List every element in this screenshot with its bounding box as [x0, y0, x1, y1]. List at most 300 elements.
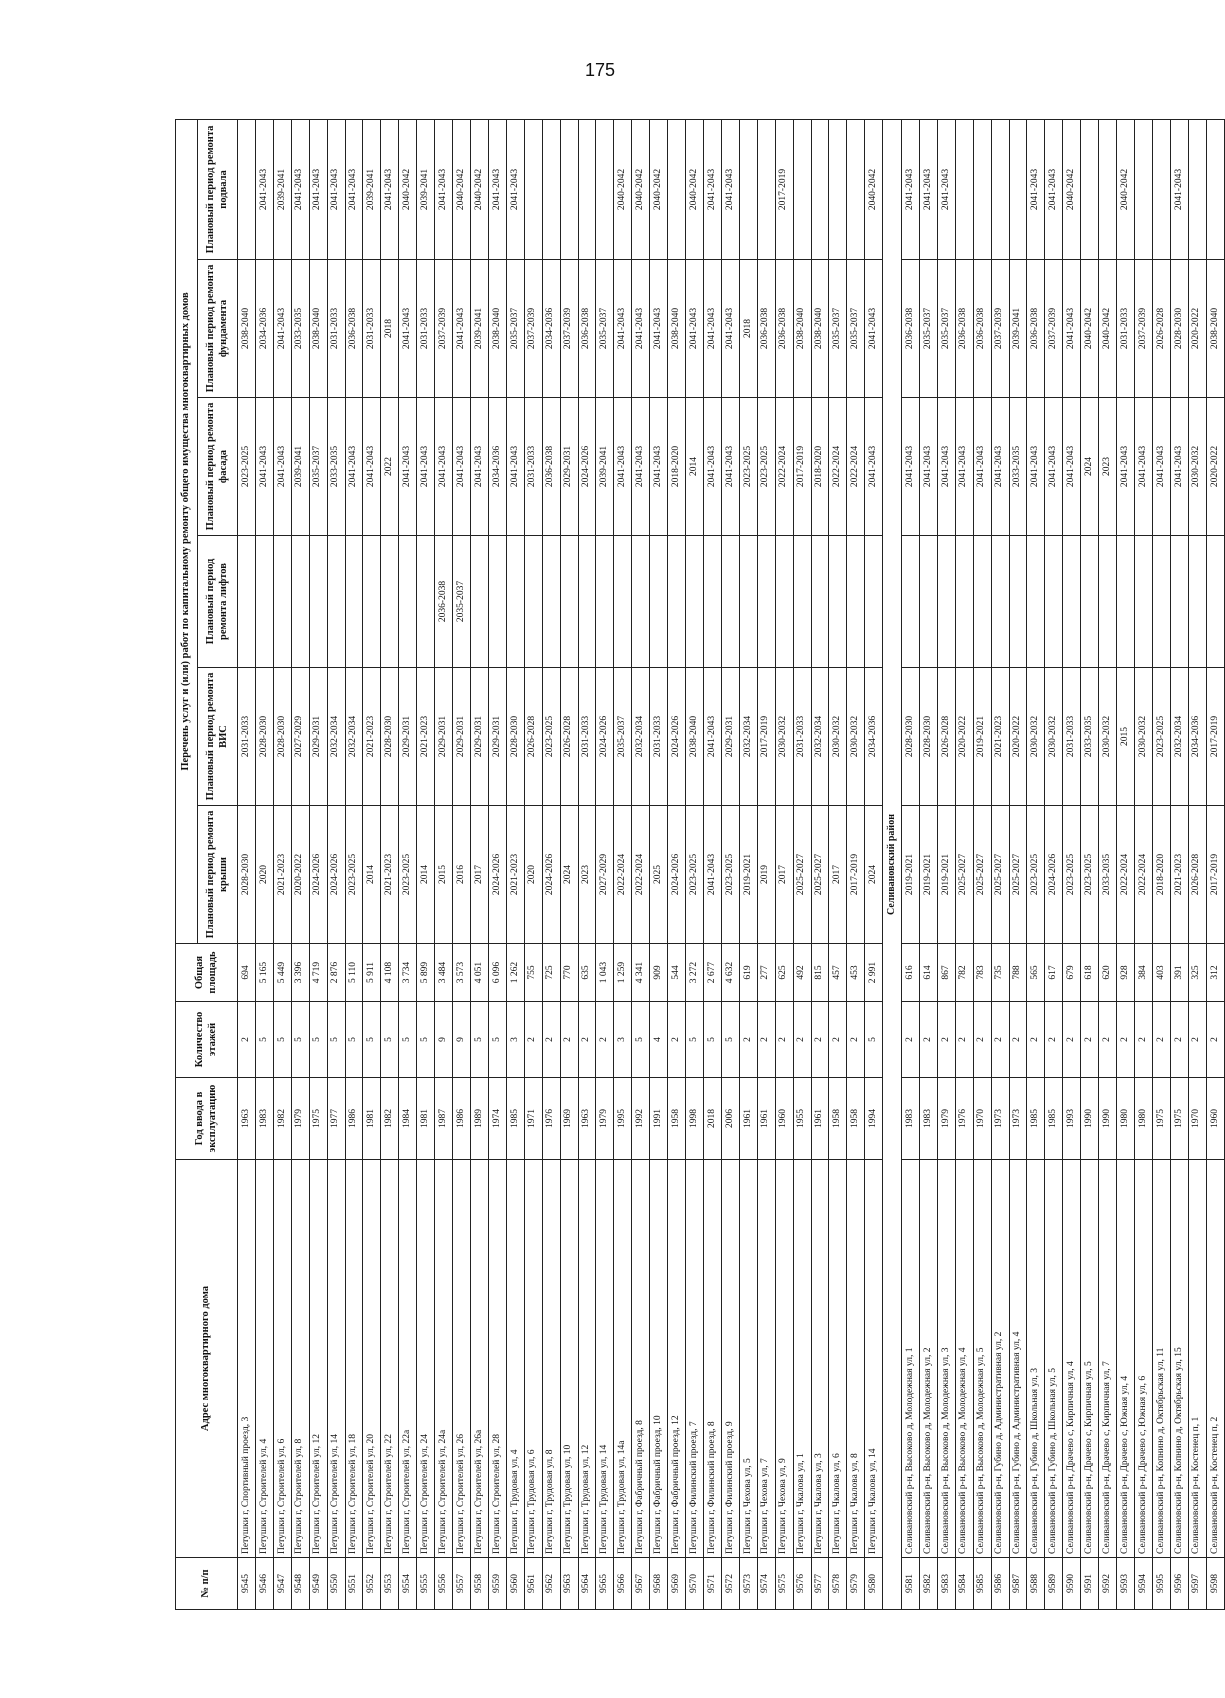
cell-address: Селивановский р-н, Высоково д, Молодежная ул, 2 — [919, 1160, 937, 1558]
cell-foundation-period: 2041-2043 — [721, 260, 739, 398]
cell-vis-period: 2034-2036 — [865, 668, 883, 806]
cell-facade-period: 2041-2043 — [255, 398, 273, 536]
cell-roof-period: 2019-2021 — [937, 806, 955, 944]
cell-facade-period: 2041-2043 — [955, 398, 973, 536]
cell-lift-period — [865, 536, 883, 668]
table-row — [560, 119, 578, 1609]
cell-foundation-period: 2035-2037 — [919, 260, 937, 398]
cell-address: Селивановский р-н, Драчево с, Кирпичная ул, 4 — [1063, 1160, 1081, 1558]
cell-foundation-period: 2041-2043 — [1063, 260, 1081, 398]
table-row — [632, 119, 650, 1609]
cell-floors: 5 — [488, 1002, 506, 1078]
cell-number: 9579 — [847, 1558, 865, 1610]
cell-vis-period: 2031-2033 — [1063, 668, 1081, 806]
cell-address: Селивановский р-н, Губино д, Школьная ул, 3 — [1027, 1160, 1045, 1558]
cell-floors: 3 — [506, 1002, 524, 1078]
cell-vis-period: 2030-2032 — [775, 668, 793, 806]
cell-year: 1969 — [560, 1078, 578, 1160]
cell-vis-period: 2017-2019 — [757, 668, 775, 806]
cell-area: 928 — [1117, 944, 1135, 1002]
cell-number: 9578 — [829, 1558, 847, 1610]
table-row — [919, 119, 937, 1609]
cell-basement-period: 2041-2043 — [703, 119, 721, 259]
cell-basement-period — [757, 119, 775, 259]
cell-facade-period: 2031-2033 — [524, 398, 542, 536]
cell-address: Петушки г, Строителей ул, 26а — [470, 1160, 488, 1558]
cell-vis-period: 2020-2022 — [1009, 668, 1027, 806]
cell-foundation-period: 2041-2043 — [614, 260, 632, 398]
cell-basement-period: 2041-2043 — [901, 119, 919, 259]
cell-roof-period: 2019 — [757, 806, 775, 944]
cell-vis-period: 2030-2032 — [1099, 668, 1117, 806]
cell-vis-period: 2032-2034 — [345, 668, 363, 806]
cell-area: 625 — [775, 944, 793, 1002]
cell-basement-period — [1009, 119, 1027, 259]
cell-basement-period: 2040-2042 — [470, 119, 488, 259]
cell-basement-period — [238, 119, 256, 259]
cell-foundation-period: 2037-2039 — [435, 260, 453, 398]
cell-vis-period: 2028-2030 — [919, 668, 937, 806]
cell-floors: 2 — [811, 1002, 829, 1078]
cell-area: 325 — [1188, 944, 1206, 1002]
section-row — [883, 119, 902, 1609]
cell-roof-period: 2021-2023 — [1170, 806, 1188, 944]
cell-year: 1963 — [238, 1078, 256, 1160]
cell-basement-period: 2041-2043 — [1045, 119, 1063, 259]
cell-roof-period: 2025-2027 — [973, 806, 991, 944]
cell-address: Петушки г, Строителей ул, 6 — [273, 1160, 291, 1558]
cell-facade-period: 2041-2043 — [1117, 398, 1135, 536]
cell-facade-period: 2041-2043 — [865, 398, 883, 536]
cell-year: 1960 — [775, 1078, 793, 1160]
cell-number: 9583 — [937, 1558, 955, 1610]
cell-area: 815 — [811, 944, 829, 1002]
table-row — [345, 119, 363, 1609]
section-title: Селивановский район — [883, 119, 902, 1609]
cell-foundation-period: 2041-2043 — [453, 260, 471, 398]
table-row — [238, 119, 256, 1609]
cell-year: 1973 — [991, 1078, 1009, 1160]
cell-facade-period: 2035-2037 — [309, 398, 327, 536]
cell-year: 1983 — [901, 1078, 919, 1160]
col-header-vis: Плановый период ремонта ВИС — [198, 668, 238, 806]
cell-basement-period — [1206, 119, 1224, 259]
cell-number: 9559 — [488, 1558, 506, 1610]
cell-address: Селивановский р-н, Костенец п, 2 — [1206, 1160, 1224, 1558]
cell-year: 1961 — [739, 1078, 757, 1160]
cell-lift-period — [327, 536, 345, 668]
cell-basement-period — [596, 119, 614, 259]
cell-area: 3 396 — [291, 944, 309, 1002]
cell-basement-period: 2039-2041 — [363, 119, 381, 259]
table-row — [1081, 119, 1099, 1609]
table-row — [363, 119, 381, 1609]
cell-foundation-period: 2037-2039 — [991, 260, 1009, 398]
rotated-table-container — [175, 120, 1225, 1610]
cell-lift-period — [686, 536, 704, 668]
cell-year: 1985 — [506, 1078, 524, 1160]
cell-facade-period: 2041-2043 — [1045, 398, 1063, 536]
cell-foundation-period: 2026-2028 — [1152, 260, 1170, 398]
cell-floors: 2 — [739, 1002, 757, 1078]
cell-number: 9567 — [632, 1558, 650, 1610]
cell-foundation-period: 2031-2033 — [417, 260, 435, 398]
cell-vis-period: 2032-2034 — [739, 668, 757, 806]
cell-number: 9596 — [1170, 1558, 1188, 1610]
cell-area: 403 — [1152, 944, 1170, 1002]
cell-facade-period: 2041-2043 — [991, 398, 1009, 536]
cell-year: 1982 — [273, 1078, 291, 1160]
cell-roof-period: 2025-2027 — [811, 806, 829, 944]
cell-facade-period: 2023-2025 — [739, 398, 757, 536]
cell-year: 1998 — [686, 1078, 704, 1160]
cell-year: 1987 — [435, 1078, 453, 1160]
cell-area: 5 165 — [255, 944, 273, 1002]
cell-foundation-period: 2031-2033 — [327, 260, 345, 398]
cell-floors: 4 — [650, 1002, 668, 1078]
table-row — [1117, 119, 1135, 1609]
cell-basement-period — [991, 119, 1009, 259]
cell-number: 9565 — [596, 1558, 614, 1610]
cell-floors: 3 — [614, 1002, 632, 1078]
cell-foundation-period: 2038-2040 — [793, 260, 811, 398]
cell-facade-period: 2041-2043 — [1170, 398, 1188, 536]
cell-roof-period: 2028-2030 — [238, 806, 256, 944]
cell-floors: 9 — [435, 1002, 453, 1078]
cell-facade-period: 2041-2043 — [435, 398, 453, 536]
cell-area: 6 096 — [488, 944, 506, 1002]
cell-address: Селивановский р-н, Высоково д, Молодежная ул, 5 — [973, 1160, 991, 1558]
cell-address: Петушки г, Трудовая ул, 4 — [506, 1160, 524, 1558]
cell-basement-period: 2041-2043 — [309, 119, 327, 259]
cell-roof-period: 2022-2024 — [1117, 806, 1135, 944]
cell-address: Селивановский р-н, Губино д, Административная ул, 2 — [991, 1160, 1009, 1558]
cell-number: 9589 — [1045, 1558, 1063, 1610]
cell-foundation-period: 2036-2038 — [955, 260, 973, 398]
cell-roof-period: 2014 — [363, 806, 381, 944]
cell-facade-period: 2033-2035 — [327, 398, 345, 536]
cell-floors: 2 — [668, 1002, 686, 1078]
cell-foundation-period: 2036-2038 — [757, 260, 775, 398]
cell-area: 492 — [793, 944, 811, 1002]
cell-lift-period — [721, 536, 739, 668]
cell-number: 9557 — [453, 1558, 471, 1610]
cell-floors: 2 — [542, 1002, 560, 1078]
cell-year: 1991 — [650, 1078, 668, 1160]
cell-area: 4 719 — [309, 944, 327, 1002]
cell-area: 453 — [847, 944, 865, 1002]
cell-number: 9563 — [560, 1558, 578, 1610]
table-row — [327, 119, 345, 1609]
cell-foundation-period: 2038-2040 — [811, 260, 829, 398]
cell-roof-period: 2025 — [650, 806, 668, 944]
cell-lift-period — [793, 536, 811, 668]
cell-roof-period: 2025-2027 — [1009, 806, 1027, 944]
cell-lift-period — [739, 536, 757, 668]
cell-roof-period: 2024-2026 — [309, 806, 327, 944]
cell-floors: 5 — [363, 1002, 381, 1078]
cell-foundation-period: 2037-2039 — [1134, 260, 1152, 398]
cell-roof-period: 2018-2020 — [1152, 806, 1170, 944]
cell-lift-period — [524, 536, 542, 668]
cell-year: 1981 — [363, 1078, 381, 1160]
cell-number: 9585 — [973, 1558, 991, 1610]
cell-address: Селивановский р-н, Драчево с, Кирпичная ул, 5 — [1081, 1160, 1099, 1558]
cell-basement-period — [847, 119, 865, 259]
cell-lift-period — [1009, 536, 1027, 668]
cell-foundation-period: 2028-2030 — [1170, 260, 1188, 398]
table-row — [686, 119, 704, 1609]
cell-foundation-period: 2038-2040 — [668, 260, 686, 398]
cell-area: 635 — [578, 944, 596, 1002]
cell-year: 1990 — [1081, 1078, 1099, 1160]
cell-lift-period — [381, 536, 399, 668]
cell-year: 2018 — [703, 1078, 721, 1160]
cell-address: Петушки г, Фабричный проезд, 12 — [668, 1160, 686, 1558]
cell-lift-period — [238, 536, 256, 668]
cell-lift-period: 2036-2038 — [435, 536, 453, 668]
cell-year: 1958 — [668, 1078, 686, 1160]
cell-area: 694 — [238, 944, 256, 1002]
cell-lift-period — [488, 536, 506, 668]
cell-floors: 2 — [560, 1002, 578, 1078]
cell-lift-period — [542, 536, 560, 668]
cell-number: 9561 — [524, 1558, 542, 1610]
table-row — [847, 119, 865, 1609]
cell-basement-period: 2040-2042 — [453, 119, 471, 259]
cell-year: 1982 — [381, 1078, 399, 1160]
cell-facade-period: 2039-2041 — [291, 398, 309, 536]
cell-number: 9568 — [650, 1558, 668, 1610]
cell-area: 619 — [739, 944, 757, 1002]
cell-facade-period: 2041-2043 — [973, 398, 991, 536]
cell-number: 9545 — [238, 1558, 256, 1610]
cell-address: Петушки г, Трудовая ул, 14 — [596, 1160, 614, 1558]
cell-vis-period: 2029-2031 — [309, 668, 327, 806]
cell-area: 391 — [1170, 944, 1188, 1002]
cell-lift-period — [560, 536, 578, 668]
cell-facade-period: 2030-2032 — [1188, 398, 1206, 536]
cell-floors: 2 — [775, 1002, 793, 1078]
cell-area: 618 — [1081, 944, 1099, 1002]
table-row — [542, 119, 560, 1609]
cell-lift-period — [632, 536, 650, 668]
cell-foundation-period: 2039-2041 — [470, 260, 488, 398]
cell-number: 9597 — [1188, 1558, 1206, 1610]
cell-roof-period: 2024-2026 — [488, 806, 506, 944]
cell-address: Селивановский р-н, Высоково д, Молодежная ул, 4 — [955, 1160, 973, 1558]
cell-basement-period: 2017-2019 — [775, 119, 793, 259]
cell-address: Петушки г, Чкалова ул, 14 — [865, 1160, 883, 1558]
cell-vis-period: 2029-2031 — [453, 668, 471, 806]
cell-year: 1989 — [470, 1078, 488, 1160]
cell-address: Петушки г, Трудовая ул, 14а — [614, 1160, 632, 1558]
cell-basement-period: 2039-2041 — [273, 119, 291, 259]
cell-area: 384 — [1134, 944, 1152, 1002]
cell-basement-period: 2041-2043 — [506, 119, 524, 259]
cell-lift-period — [614, 536, 632, 668]
cell-year: 1979 — [937, 1078, 955, 1160]
cell-facade-period: 2041-2043 — [721, 398, 739, 536]
cell-vis-period: 2028-2030 — [273, 668, 291, 806]
cell-facade-period: 2024-2026 — [578, 398, 596, 536]
cell-vis-period: 2031-2033 — [793, 668, 811, 806]
page-number: 175 — [584, 60, 616, 80]
cell-vis-period: 2029-2031 — [721, 668, 739, 806]
cell-year: 1980 — [1117, 1078, 1135, 1160]
cell-floors: 9 — [453, 1002, 471, 1078]
cell-vis-period: 2021-2023 — [417, 668, 435, 806]
cell-area: 277 — [757, 944, 775, 1002]
cell-lift-period — [273, 536, 291, 668]
cell-foundation-period: 2031-2033 — [1117, 260, 1135, 398]
cell-facade-period: 2041-2043 — [453, 398, 471, 536]
cell-floors: 5 — [470, 1002, 488, 1078]
cell-area: 755 — [524, 944, 542, 1002]
col-header-foundation: Плановый период ремонта фундамента — [198, 260, 238, 398]
cell-number: 9569 — [668, 1558, 686, 1610]
cell-area: 867 — [937, 944, 955, 1002]
cell-facade-period: 2041-2043 — [1134, 398, 1152, 536]
cell-basement-period: 2041-2043 — [435, 119, 453, 259]
cell-roof-period: 2020-2022 — [291, 806, 309, 944]
cell-number: 9552 — [363, 1558, 381, 1610]
cell-address: Петушки г, Чкалова ул, 6 — [829, 1160, 847, 1558]
cell-roof-period: 2019-2021 — [901, 806, 919, 944]
cell-vis-period: 2032-2034 — [632, 668, 650, 806]
cell-facade-period: 2041-2043 — [919, 398, 937, 536]
cell-address: Петушки г, Строителей ул, 28 — [488, 1160, 506, 1558]
cell-area: 5 110 — [345, 944, 363, 1002]
table-row — [453, 119, 471, 1609]
cell-number: 9553 — [381, 1558, 399, 1610]
cell-floors: 5 — [273, 1002, 291, 1078]
cell-facade-period: 2022-2024 — [829, 398, 847, 536]
cell-year: 1970 — [1188, 1078, 1206, 1160]
cell-address: Петушки г, Фабричный проезд, 8 — [632, 1160, 650, 1558]
cell-year: 1985 — [1027, 1078, 1045, 1160]
cell-roof-period: 2020 — [524, 806, 542, 944]
table-row — [488, 119, 506, 1609]
cell-area: 312 — [1206, 944, 1224, 1002]
cell-roof-period: 2025-2027 — [955, 806, 973, 944]
cell-basement-period: 2041-2043 — [919, 119, 937, 259]
cell-vis-period: 2021-2023 — [991, 668, 1009, 806]
cell-facade-period: 2041-2043 — [506, 398, 524, 536]
cell-facade-period: 2041-2043 — [632, 398, 650, 536]
cell-roof-period: 2017-2019 — [1206, 806, 1224, 944]
cell-address: Петушки г, Чкалова ул, 8 — [847, 1160, 865, 1558]
cell-floors: 5 — [399, 1002, 417, 1078]
cell-year: 1975 — [1152, 1078, 1170, 1160]
cell-area: 617 — [1045, 944, 1063, 1002]
table-row — [614, 119, 632, 1609]
cell-number: 9575 — [775, 1558, 793, 1610]
cell-address: Селивановский р-н, Копнино д, Октябрьская ул, 11 — [1152, 1160, 1170, 1558]
cell-facade-period: 2036-2038 — [542, 398, 560, 536]
table-row — [524, 119, 542, 1609]
table-row — [1170, 119, 1188, 1609]
cell-facade-period: 2041-2043 — [614, 398, 632, 536]
cell-roof-period: 2023-2025 — [399, 806, 417, 944]
cell-floors: 2 — [1009, 1002, 1027, 1078]
cell-foundation-period: 2041-2043 — [703, 260, 721, 398]
cell-roof-period: 2023-2025 — [721, 806, 739, 944]
cell-basement-period: 2041-2043 — [381, 119, 399, 259]
cell-number: 9588 — [1027, 1558, 1045, 1610]
cell-vis-period: 2028-2030 — [381, 668, 399, 806]
cell-year: 1973 — [1009, 1078, 1027, 1160]
cell-roof-period: 2025-2027 — [793, 806, 811, 944]
cell-lift-period — [668, 536, 686, 668]
cell-area: 1 043 — [596, 944, 614, 1002]
cell-year: 1974 — [488, 1078, 506, 1160]
cell-floors: 5 — [255, 1002, 273, 1078]
cell-year: 1961 — [811, 1078, 829, 1160]
cell-lift-period — [757, 536, 775, 668]
cell-foundation-period: 2040-2042 — [1099, 260, 1117, 398]
cell-floors: 2 — [991, 1002, 1009, 1078]
cell-area: 3 272 — [686, 944, 704, 1002]
table-row — [865, 119, 883, 1609]
cell-basement-period: 2040-2042 — [614, 119, 632, 259]
cell-lift-period — [973, 536, 991, 668]
cell-address: Селивановский р-н, Костенец п, 1 — [1188, 1160, 1206, 1558]
cell-foundation-period: 2040-2042 — [1081, 260, 1099, 398]
cell-roof-period: 2023-2025 — [686, 806, 704, 944]
cell-year: 1977 — [327, 1078, 345, 1160]
table-row — [901, 119, 919, 1609]
cell-area: 2 876 — [327, 944, 345, 1002]
cell-roof-period: 2016 — [453, 806, 471, 944]
cell-basement-period — [1081, 119, 1099, 259]
col-header-area: Общая площадь — [176, 944, 238, 1002]
cell-number: 9576 — [793, 1558, 811, 1610]
cell-vis-period: 2031-2033 — [578, 668, 596, 806]
table-row — [775, 119, 793, 1609]
cell-lift-period — [811, 536, 829, 668]
cell-year: 2006 — [721, 1078, 739, 1160]
cell-roof-period: 2017 — [775, 806, 793, 944]
cell-lift-period — [829, 536, 847, 668]
cell-foundation-period: 2037-2039 — [560, 260, 578, 398]
cell-basement-period: 2040-2042 — [865, 119, 883, 259]
cell-facade-period: 2041-2043 — [417, 398, 435, 536]
cell-lift-period — [470, 536, 488, 668]
cell-number: 9551 — [345, 1558, 363, 1610]
cell-basement-period: 2041-2043 — [327, 119, 345, 259]
cell-address: Петушки г, Чехова ул, 7 — [757, 1160, 775, 1558]
cell-lift-period — [901, 536, 919, 668]
cell-floors: 5 — [381, 1002, 399, 1078]
table-row — [973, 119, 991, 1609]
cell-roof-period: 2019-2021 — [919, 806, 937, 944]
cell-facade-period: 2022-2024 — [847, 398, 865, 536]
cell-basement-period: 2040-2042 — [632, 119, 650, 259]
cell-foundation-period: 2041-2043 — [865, 260, 883, 398]
cell-number: 9573 — [739, 1558, 757, 1610]
cell-number: 9548 — [291, 1558, 309, 1610]
capital-repair-table — [175, 119, 1225, 1610]
cell-area: 3 484 — [435, 944, 453, 1002]
cell-area: 4 108 — [381, 944, 399, 1002]
cell-lift-period — [1152, 536, 1170, 668]
cell-floors: 2 — [919, 1002, 937, 1078]
cell-floors: 2 — [1152, 1002, 1170, 1078]
cell-facade-period: 2018-2020 — [668, 398, 686, 536]
cell-basement-period: 2040-2042 — [399, 119, 417, 259]
cell-basement-period: 2041-2043 — [1170, 119, 1188, 259]
